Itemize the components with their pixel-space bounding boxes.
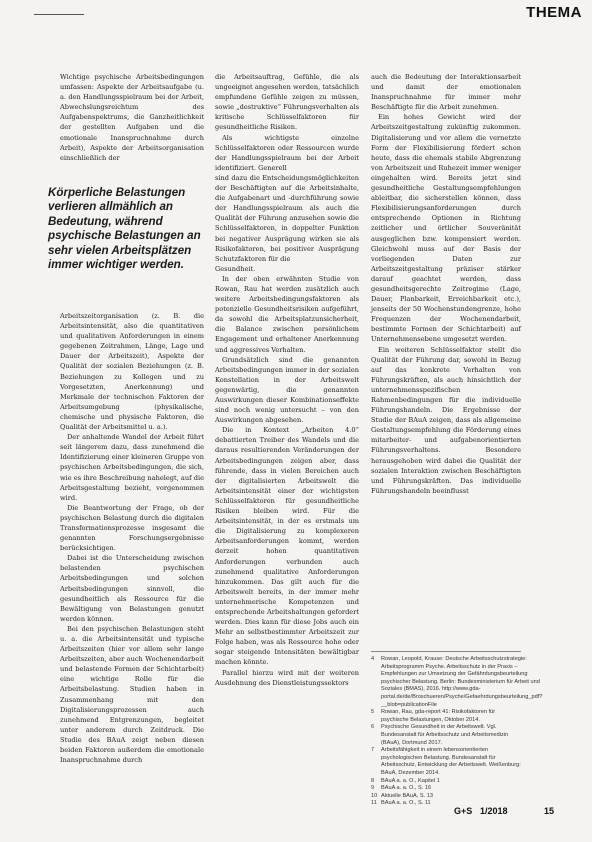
footnote (371, 778, 521, 786)
header-rule (34, 14, 84, 15)
footnote-number: 11 (371, 800, 377, 807)
paragraph: Dabei ist die Unterscheidung zwischen belastenden psychischen Arbeitsbedingungen und solchen Arbeitsbedingungen sinnvoll, die gesundheitlich als Ressource für die Bewältigung von Belastungen genutzt werden können. (60, 554, 204, 623)
paragraph: In der oben erwähnten Studie von Rowan, Rau hat werden zusätzlich auch weitere Arbeitsbedingungsfaktoren als potenzielle Gesundheitsrisiken aufgeführt, da sowohl die Arbeitsplatzunsicherheit, die Balance zwischen persönlichem Engagement und erhaltener Anerkennung und aggressives Verhalten. (215, 274, 359, 354)
footer-magazine: G+S (454, 806, 473, 816)
footnote (371, 747, 521, 777)
paragraph: Arbeitszeitorganisation (z. B. die Arbeitsintensität, also die quantitativen und qualitativen Anforderungen in einem gegebenen Zeitrahmen, Länge, Lage und Dauer der Arbeitszeit), Aspekte der Qualität der sozialen Beziehungen (z. B. Beziehungen zu Kollegen und zu Vorgesetzten, Anerkennung) und Merkmale der technischen Faktoren der Arbeitsumgebung (physikalische, chemische und physische Faktoren, die Qualität der Arbeitsmittel u. a.). (60, 312, 204, 432)
paragraph: Wichtige psychische Arbeitsbedingungen umfassen: Aspekte der Arbeitsaufgabe (u. a. den Handlungsspielraum bei der Arbeit, Abwechslungsreichtum des Aufgabenspektrums, die Ganzheitlichkeit der gestellten Aufgaben und die emotionale Inanspruchnahme durch Arbeit), Aspekte der Arbeitsorganisation einschließlich der (60, 73, 204, 162)
paragraph: Als wichtigste einzelne Schlüsselfaktoren oder Ressourcen wurde der Handlungsspielraum bei der Arbeit identifiziert. Generell (215, 133, 359, 172)
footnote-text: Rowan, Leopold, Krause: Deutsche Arbeitsschutzstrategie: Arbeitsprogramm Psyche. Arbeitsschutz in der Praxis – Empfehlungen zur Umsetzung der Gefährdungsbeurteilung psychischer Belastung. Berlin: Bundesministerium für Arbeit und Soziales (BMAS), 2016. http://www.gda-portal.de/de/Broschueren/Psyche/Gefaehrdungsbeurteilung_pdf?__blob=publicationFile (381, 656, 543, 708)
footnote (371, 709, 521, 724)
footnote-text: BAuA a. a. O., Kapitel 1 (381, 777, 440, 784)
footnote (371, 793, 521, 801)
column-2 (215, 72, 359, 688)
pull-quote: Körperliche Belastungen verlieren allmählich an Bedeutung, während psychische Belastungen an sehr vielen Arbeitsplätzen immer wichtiger werden. (48, 186, 201, 272)
footnote-number: 6 (371, 724, 375, 731)
footnote-number: 7 (371, 747, 375, 754)
paragraph: Ein weiteren Schlüsselfaktor stellt die Qualität der Führung dar, sowohl in Bezug auf das konkrete Verhalten von Führungskräften, als auch hinsichtlich der unternehmensspezifischen Rahmenbedingungen für die individuelle Führungshandeln. Die Ergebnisse der Studie der BAuA zeigen, dass als allgemeine Gestaltungsempfehlung die Förderung eines mitarbeiter- und aufgabenorientierten Führungsverhaltens. Besondere herausgehoben wird dabei die Qualität der sozialen Interaktion zwischen Beschäftigten und Führungskräften. Das individuelle Führungshandeln beeinflusst (371, 345, 521, 495)
paragraph: Ein hohes Gewicht wird der Arbeitszeitgestaltung zukünftig zukommen. Digitalisierung und vor allem die vernetzte Form der Flexibilisierung fördert schon heute, dass die ehemals stabile Abgrenzung von Arbeitszeit und Ruhezeit immer weniger eingehalten wird. Bereits jetzt sind gesundheitliche Gestaltungsempfehlungen ableitbar, die sicherstellen können, dass Flexibilisierungsanforderungen durch entsprechende Optionen in Richtung zeitlicher und örtlicher Souveränität ausgeglichen bzw. kompensiert werden. Gleichwohl muss auf der Basis der vorliegenden Daten zur Arbeitszeitgestaltung präziser stärker darauf geachtet werden, dass gesundheitsgerechte Zeitregime (Lage, Dauer, Planbarkeit, Erreichbarkeit etc.), jenseits der 50 Wochenstundengrenze, hohe Frequenzen der Wochenendarbeit, bestimmte Formen der Schichtarbeit) auf Unternehmensebene umgesetzt werden. (371, 113, 521, 344)
footnote (371, 656, 543, 709)
column-1-upper (60, 72, 204, 163)
footnote-number: 10 (371, 792, 378, 799)
footnote-text: BAuA a. a. O., S. 16 (381, 785, 432, 792)
paragraph-indented: sind dazu die Entscheidungsmöglichkeiten der Beschäftigten auf die Arbeitsinhalte, die Aufgabenart und -durchführung sowie der Handlungsspielraum als auch die Qualität der Führung anzusehen sowie die Schlüsselfaktoren, in doppelter Funktion bei negativer Ausprägung wirken sie als Risikofaktoren, bei positiver Ausprägung Schutzfaktoren für die (215, 173, 359, 263)
footnote (371, 724, 521, 747)
footnotes (371, 651, 543, 808)
paragraph: Bei den psychischen Belastungen steht u. a. die Arbeitsintensität und typische Arbeitszeiten (hier vor allem sehr lange Arbeitszeiten, aber auch Wochenendarbeit und belastende Formen der Schichtarbeit) eine wichtige Rolle für die Arbeitsbelastung. Studien haben in Zusammenhang mit den Digitalisierungsprozessen auch zunehmend Entgrenzungen, begleitet unter anderem durch Zeitdruck. Die Studie des BAuA zeigt neben diesen beiden Faktoren außerdem die emotionale Inanspruchnahme durch (60, 624, 204, 765)
column-1-lower (60, 311, 204, 765)
column-2-lower (215, 264, 359, 688)
paragraph: Grundsätzlich sind die genannten Arbeitsbedingungen immer in der sozialen Konstellation in der Arbeitswelt gegenwärtig, die genannten Auswirkungen dieser Kombinationseffekte sind noch wenig untersucht – von den Auswirkungen abgesehen. (215, 355, 359, 425)
footnote-text: Aktuelle BAuA, S. 13 (381, 792, 433, 799)
paragraph: auch die Bedeutung der Interaktionsarbeit und damit der emotionalen Inanspruchnahme für immer mehr Beschäftigte für die Arbeit zunehmen. (371, 73, 521, 112)
footnote-text: Psychische Gesundheit in der Arbeitswelt. Vgl. Bundesanstalt für Arbeitsschutz und Arbeitsmedizin (BAuA), Dortmund 2017. (381, 724, 509, 746)
section-label: THEMA (526, 4, 582, 21)
paragraph: Die Beantwortung der Frage, ob der psychischen Belastung durch die digitalen Transformationsprozesse insgesamt die genannten Forschungsergebnisse berücksichtigen. (60, 503, 204, 553)
footnote-number: 4 (371, 656, 375, 662)
paragraph: Die in Kontext „Arbeiten 4.0“ debattierten Treiber des Wandels und die daraus resultierenden Veränderungen der Arbeitsbedingungen zeigen aber, dass führende, dass in vielen Bereichen auch der digitalisierten Arbeitswelt die Arbeitsintensität einer der wichtigsten Schlüsselfaktoren für gesundheitliche Risiken bleiben wird. Für die Arbeitsintensität, in der es erstmals um die Digitalisierung zu komplexeren Arbeitsanforderungen kommt, werden derzeit hohen quantitativen Anforderungen verbunden auch zunehmend qualitative Anforderungen hinzukommen. Das gilt auch für die Arbeitswelt bereits, in der immer mehr unternehmerische Kompetenzen und entsprechende Arbeitshaltungen gefordert werden. Dies kann für diese Jobs auch ein Mehr an selbstbestimmter Arbeitszeit zur Folge haben, was als Ressource hohe oder sogar steigende Intensitäten bewältigbar machen könnte. (215, 426, 359, 667)
paragraph: Parallel hierzu wird mit der weiteren Ausdehnung des Dienstleistungssektors (215, 668, 359, 687)
footer-issue: 1/2018 (480, 806, 508, 816)
paragraph: die Arbeitsauftrag, Gefühle, die als ungeeignet angesehen werden, tatsächlich empfundene Gefühle zeigen zu müssen, sowie „destruktive“ Führungsverhalten als kritische Schlüsselfaktoren für gesundheitliche Risiken. (215, 73, 359, 132)
footnote-text: Arbeitsfähigkeit in einem lebensorientierten psychologischen Belastung. Bundesanstalt für Arbeitsschutz, Entwicklung der Arbeitswelt. Weißenburg: BAuA, Dezember 2014. (381, 747, 521, 776)
footnote (371, 785, 521, 793)
page-number: 15 (544, 806, 555, 816)
footnote-number: 5 (371, 709, 375, 716)
footnote-number: 9 (371, 785, 375, 792)
footnote-number: 8 (371, 777, 375, 784)
footnote-text: Rowan, Rau, gda-report 41: Risikofaktoren für psychische Belastungen, Oktober 2014. (381, 709, 496, 723)
paragraph: Der anhaltende Wandel der Arbeit führt seit längerem dazu, dass zunehmend die Identifizierung einer kleineren Gruppe von psychischen Arbeitsbedingungen, die sich, wie es ihre Beschreibung nahelegt, auf die Arbeitsgestaltung bezieht, vorgenommen wird. (60, 433, 204, 502)
footnote-text: BAuA a. a. O., S. 11 (381, 800, 431, 807)
column-3 (371, 72, 521, 496)
paragraph: Gesundheit. (215, 264, 256, 273)
